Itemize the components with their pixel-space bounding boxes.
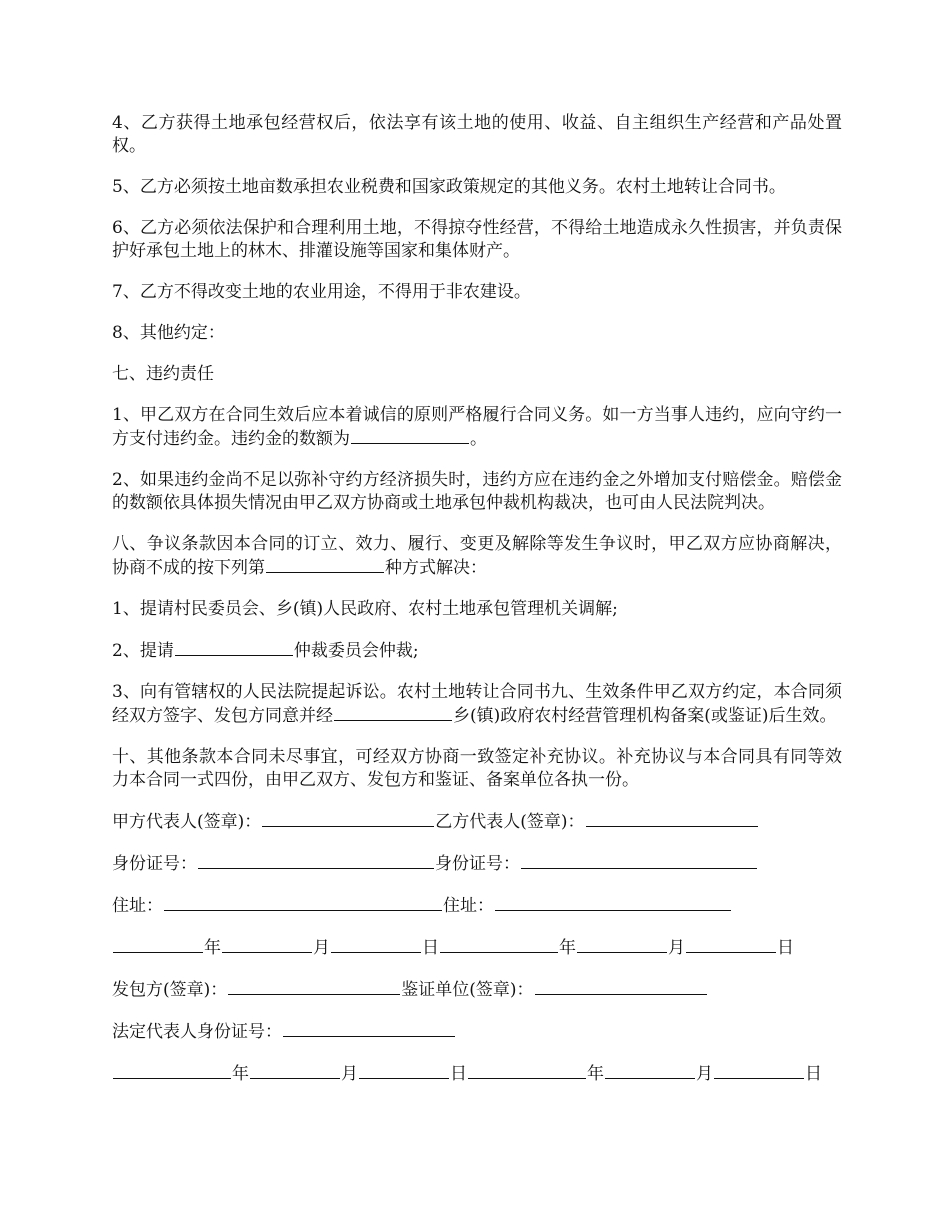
contractor-day-blank[interactable]: [359, 1062, 449, 1079]
year-label: 年: [204, 938, 221, 958]
section-8-intro-text: 八、争议条款因本合同的订立、效力、履行、变更及解除等发生争议时，甲乙双方应协商解决，协商不成的按下列第: [112, 534, 842, 578]
day-label: 日: [450, 1064, 467, 1084]
representatives-line: [112, 810, 842, 834]
party-a-address-label: 住址：: [112, 896, 163, 916]
contractor-line: [112, 978, 842, 1002]
party-b-rep-label: 乙方代表人(签章)：: [435, 812, 585, 832]
section-8-intro: [112, 533, 842, 580]
id-number-line: [112, 852, 842, 876]
contractor-year-blank[interactable]: [113, 1062, 231, 1079]
section-7-item-1-text: 1、甲乙双方在合同生效后应本着诚信的原则严格履行合同义务。如一方当事人违约，应向守约一方支付违约金。违约金的数额为: [112, 405, 842, 449]
date-line-1: [112, 936, 842, 960]
party-a-id-label: 身份证号：: [112, 854, 197, 874]
month-label: 月: [313, 938, 330, 958]
section-8-item-2-text: 2、提请: [112, 641, 174, 661]
township-blank[interactable]: [334, 704, 452, 721]
section-7-item-2: 2、如果违约金尚不足以弥补守约方经济损失时，违约方应在违约金之外增加支付赔偿金。赔偿金的数额依具体损失情况由甲乙双方协商或土地承包仲裁机构裁决，也可由人民法院判决。: [112, 470, 842, 513]
address-line: [112, 894, 842, 918]
verifier-label: 鉴证单位(签章)：: [401, 980, 534, 1000]
party-a-month-blank[interactable]: [222, 936, 312, 953]
party-a-rep-label: 甲方代表人(签章)：: [112, 812, 262, 832]
clause-7: 7、乙方不得改变土地的农业用途，不得用于非农建设。: [112, 282, 531, 302]
clause-8: 8、其他约定：: [112, 323, 225, 343]
penalty-amount-blank[interactable]: [351, 427, 469, 444]
verifier-blank[interactable]: [535, 978, 707, 995]
legal-rep-id-blank[interactable]: [283, 1020, 455, 1037]
section-7-item-1: [112, 404, 842, 451]
contractor-blank[interactable]: [228, 978, 400, 995]
year-label: 年: [232, 1064, 249, 1084]
month-label: 月: [668, 938, 685, 958]
section-10: 十、其他条款本合同未尽事宜，可经双方协商一致签定补充协议。补充协议与本合同具有同等效力本合同一式四份，由甲乙双方、发包方和鉴证、备案单位各执一份。: [112, 747, 842, 790]
legal-rep-id-label: 法定代表人身份证号：: [112, 1022, 282, 1042]
clause-5: 5、乙方必须按土地亩数承担农业税费和国家政策规定的其他义务。农村土地转让合同书。: [112, 177, 786, 197]
party-a-address-blank[interactable]: [164, 894, 442, 911]
verifier-year-blank[interactable]: [468, 1062, 586, 1079]
date-line-2: [112, 1062, 842, 1086]
section-7-item-1-end: 。: [470, 429, 487, 449]
party-a-day-blank[interactable]: [331, 936, 421, 953]
month-label: 月: [341, 1064, 358, 1084]
year-label: 年: [587, 1064, 604, 1084]
party-b-address-label: 住址：: [443, 896, 494, 916]
section-8-item-1: 1、提请村民委员会、乡(镇)人民政府、农村土地承包管理机关调解;: [112, 599, 618, 619]
contractor-label: 发包方(签章)：: [112, 980, 228, 1000]
section-8-item-3: [112, 681, 842, 728]
section-8-item-2: [112, 639, 842, 663]
legal-rep-line: [112, 1020, 842, 1044]
party-b-rep-blank[interactable]: [586, 810, 758, 827]
month-label: 月: [696, 1064, 713, 1084]
section-8-intro-end: 种方式解决：: [385, 558, 487, 578]
dispute-method-blank[interactable]: [266, 556, 384, 573]
party-b-day-blank[interactable]: [686, 936, 776, 953]
section-8-item-3-end: 乡(镇)政府农村经营管理机构备案(或鉴证)后生效。: [453, 706, 837, 726]
party-a-rep-blank[interactable]: [262, 810, 434, 827]
party-b-year-blank[interactable]: [440, 936, 558, 953]
day-label: 日: [805, 1064, 822, 1084]
arbitration-committee-blank[interactable]: [175, 639, 293, 656]
contractor-month-blank[interactable]: [250, 1062, 340, 1079]
contract-page: [112, 112, 842, 1104]
clause-6: 6、乙方必须依法保护和合理利用土地，不得掠夺性经营，不得给土地造成永久性损害，并负责保护好承包土地上的林木、排灌设施等国家和集体财产。: [112, 218, 842, 261]
party-b-id-label: 身份证号：: [435, 854, 520, 874]
year-label: 年: [559, 938, 576, 958]
day-label: 日: [777, 938, 794, 958]
verifier-day-blank[interactable]: [714, 1062, 804, 1079]
party-b-id-blank[interactable]: [521, 852, 757, 869]
party-b-address-blank[interactable]: [495, 894, 731, 911]
party-a-id-blank[interactable]: [198, 852, 434, 869]
clause-4: 4、乙方获得土地承包经营权后，依法享有该土地的使用、收益、自主组织生产经营和产品处置权。: [112, 113, 842, 156]
verifier-month-blank[interactable]: [605, 1062, 695, 1079]
section-8-item-3-text: 3、向有管辖权的人民法院提起诉讼。农村土地转让合同书九、生效条件甲乙双方约定，本合同须经双方签字、发包方同意并经: [112, 682, 842, 726]
party-a-year-blank[interactable]: [113, 936, 203, 953]
section-8-item-2-end: 仲裁委员会仲裁;: [293, 641, 419, 661]
section-7-heading: 七、违约责任: [112, 364, 214, 384]
day-label: 日: [422, 938, 439, 958]
party-b-month-blank[interactable]: [577, 936, 667, 953]
